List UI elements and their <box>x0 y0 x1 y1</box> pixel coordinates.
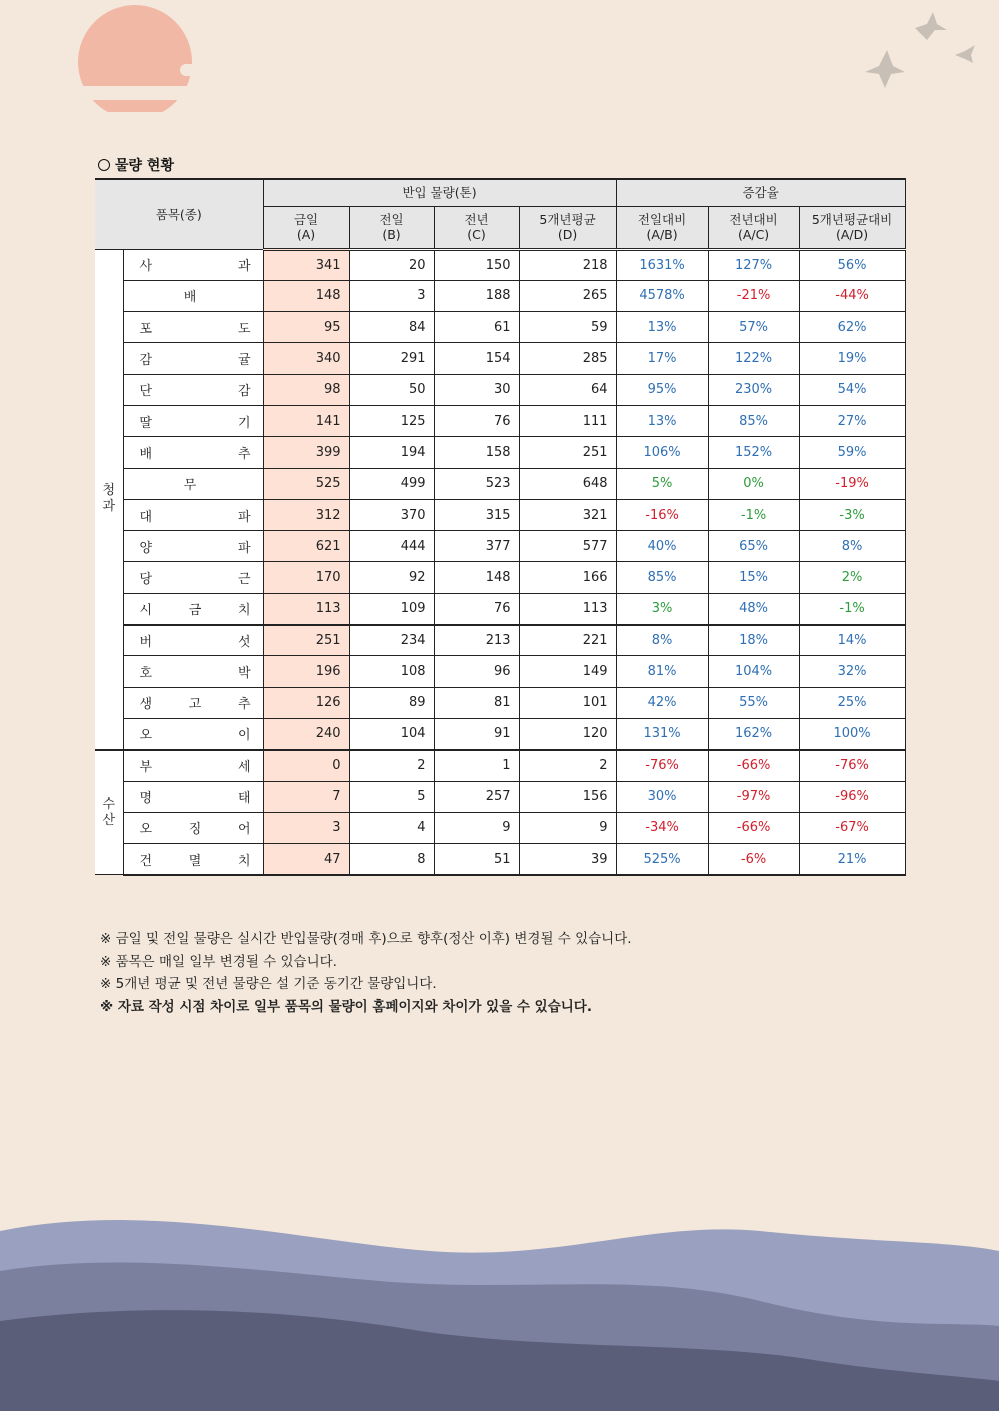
volume-d: 9 <box>519 812 616 843</box>
item-name <box>123 687 263 718</box>
column-header-0 <box>263 206 349 249</box>
volume-d: 149 <box>519 656 616 687</box>
volume-b: 3 <box>349 280 434 311</box>
item-name <box>123 531 263 562</box>
item-name-char: 치 <box>237 603 251 619</box>
item-name-char: 양 <box>139 540 153 556</box>
rate-ac: 127% <box>708 249 799 280</box>
table-row <box>95 750 905 781</box>
volume-d: 39 <box>519 844 616 875</box>
rate-ab: 8% <box>616 625 708 656</box>
rate-ab: 42% <box>616 687 708 718</box>
volume-d: 648 <box>519 468 616 499</box>
column-header-sub: (D) <box>557 227 578 242</box>
item-name-char: 태 <box>237 791 251 807</box>
rate-ad: -96% <box>799 781 905 812</box>
item-name-char: 어 <box>237 822 251 838</box>
item-name-char: 사 <box>139 259 153 275</box>
item-name <box>123 718 263 749</box>
table-row <box>95 844 905 875</box>
rate-ad: -3% <box>799 499 905 530</box>
volume-b: 444 <box>349 531 434 562</box>
item-name-char: 시 <box>139 603 153 619</box>
volume-a: 47 <box>263 844 349 875</box>
item-name <box>123 499 263 530</box>
volume-d: 577 <box>519 531 616 562</box>
volume-b: 2 <box>349 750 434 781</box>
rate-ad: 2% <box>799 562 905 593</box>
volume-a: 525 <box>263 468 349 499</box>
volume-c: 213 <box>434 625 519 656</box>
table-row <box>95 593 905 624</box>
item-name-char: 부 <box>139 760 153 776</box>
item-name <box>123 781 263 812</box>
item-name <box>123 625 263 656</box>
volume-a: 3 <box>263 812 349 843</box>
volume-c: 148 <box>434 562 519 593</box>
item-name-char: 호 <box>139 666 153 681</box>
item-name-char: 버 <box>139 634 153 650</box>
item-name-char: 징 <box>188 822 202 838</box>
volume-d: 218 <box>519 249 616 280</box>
item-name-char: 과 <box>237 259 251 275</box>
category-label: 수산 <box>102 796 116 828</box>
volume-b: 499 <box>349 468 434 499</box>
item-name-char: 귤 <box>237 353 251 369</box>
volume-b: 194 <box>349 437 434 468</box>
volume-b: 4 <box>349 812 434 843</box>
rate-ad: 100% <box>799 718 905 749</box>
table-row <box>95 687 905 718</box>
volume-d: 111 <box>519 405 616 436</box>
rate-ab: 85% <box>616 562 708 593</box>
rate-ad: 56% <box>799 249 905 280</box>
rate-ac: 55% <box>708 687 799 718</box>
item-name-char: 당 <box>139 572 153 588</box>
item-name-char: 딸 <box>139 415 153 431</box>
rate-ac: -21% <box>708 280 799 311</box>
volume-b: 291 <box>349 343 434 374</box>
table-row <box>95 249 905 280</box>
volume-d: 156 <box>519 781 616 812</box>
volume-c: 154 <box>434 343 519 374</box>
item-name <box>123 812 263 843</box>
volume-a: 251 <box>263 625 349 656</box>
note-3: ※ 5개년 평균 및 전년 물량은 설 기준 동기간 물량입니다. <box>100 976 437 992</box>
item-name-char: 배 <box>139 446 153 462</box>
rate-ad: 32% <box>799 656 905 687</box>
volume-c: 523 <box>434 468 519 499</box>
rate-ad: 27% <box>799 405 905 436</box>
category-label: 청과 <box>102 483 116 515</box>
volume-c: 377 <box>434 531 519 562</box>
item-name-char: 추 <box>237 697 251 713</box>
item-name-char: 파 <box>237 540 251 556</box>
rate-ab: 525% <box>616 844 708 875</box>
item-name-char: 단 <box>139 384 153 400</box>
volume-b: 8 <box>349 844 434 875</box>
mountain-hills-decoration <box>0 1211 999 1411</box>
rate-ab: -16% <box>616 499 708 530</box>
item-name-char: 섯 <box>237 634 251 650</box>
item-name-char: 감 <box>237 384 251 400</box>
volume-d: 120 <box>519 718 616 749</box>
item-name-char: 추 <box>237 446 251 462</box>
column-header-sub: (A/B) <box>646 227 678 242</box>
volume-a: 621 <box>263 531 349 562</box>
item-name-char: 이 <box>237 728 251 744</box>
note-4: ※ 자료 작성 시점 차이로 일부 품목의 물량이 홈페이지와 차이가 있을 수 있습니다. <box>100 998 592 1015</box>
rate-ab: 106% <box>616 437 708 468</box>
volume-d: 221 <box>519 625 616 656</box>
item-name-char: 대 <box>139 509 153 525</box>
rate-ac: 152% <box>708 437 799 468</box>
rate-ad: 8% <box>799 531 905 562</box>
column-header-sub: (A/C) <box>737 227 770 242</box>
rate-ad: -19% <box>799 468 905 499</box>
column-header-2 <box>434 206 519 249</box>
item-name <box>123 405 263 436</box>
rate-ac: -66% <box>708 750 799 781</box>
category-seafood <box>95 750 123 875</box>
table-row <box>95 312 905 343</box>
item-name-char: 박 <box>237 666 251 681</box>
table-row <box>95 562 905 593</box>
volume-a: 141 <box>263 405 349 436</box>
volume-c: 96 <box>434 656 519 687</box>
volume-b: 108 <box>349 656 434 687</box>
rate-ac: -66% <box>708 812 799 843</box>
item-name <box>123 593 263 624</box>
birds-decoration <box>0 0 999 110</box>
rate-ad: 21% <box>799 844 905 875</box>
volume-table <box>95 178 906 876</box>
volume-a: 196 <box>263 656 349 687</box>
volume-d: 166 <box>519 562 616 593</box>
column-header-label: 5개년평균 <box>539 212 596 227</box>
volume-d: 285 <box>519 343 616 374</box>
rate-ac: 48% <box>708 593 799 624</box>
column-header-3 <box>519 206 616 249</box>
item-name-char: 생 <box>139 697 153 713</box>
volume-a: 170 <box>263 562 349 593</box>
rate-ad: 54% <box>799 374 905 405</box>
column-header-sub: (A/D) <box>835 227 869 242</box>
volume-d: 113 <box>519 593 616 624</box>
volume-d: 251 <box>519 437 616 468</box>
table-row <box>95 343 905 374</box>
item-name <box>123 374 263 405</box>
volume-b: 89 <box>349 687 434 718</box>
volume-c: 91 <box>434 718 519 749</box>
rate-ac: 15% <box>708 562 799 593</box>
rate-ab: 131% <box>616 718 708 749</box>
rate-ad: 62% <box>799 312 905 343</box>
volume-c: 1 <box>434 750 519 781</box>
table-row <box>95 718 905 749</box>
rate-group-header: 증감율 <box>616 179 905 206</box>
column-header-sub: (C) <box>467 227 486 242</box>
volume-c: 61 <box>434 312 519 343</box>
rate-ac: -1% <box>708 499 799 530</box>
table-row <box>95 781 905 812</box>
table-row <box>95 499 905 530</box>
rate-ac: -6% <box>708 844 799 875</box>
item-name-char: 포 <box>139 321 153 337</box>
volume-c: 51 <box>434 844 519 875</box>
item-name-char: 세 <box>237 760 251 776</box>
column-header-sub: (B) <box>382 227 401 242</box>
volume-c: 81 <box>434 687 519 718</box>
item-name <box>123 750 263 781</box>
table-row <box>95 468 905 499</box>
item-name-char: 치 <box>237 853 251 869</box>
rate-ad: 14% <box>799 625 905 656</box>
rate-ac: 104% <box>708 656 799 687</box>
volume-a: 240 <box>263 718 349 749</box>
table-row <box>95 531 905 562</box>
volume-c: 30 <box>434 374 519 405</box>
rate-ad: -76% <box>799 750 905 781</box>
item-name-char: 고 <box>188 697 202 713</box>
volume-d: 2 <box>519 750 616 781</box>
volume-b: 370 <box>349 499 434 530</box>
rate-ac: 57% <box>708 312 799 343</box>
volume-b: 109 <box>349 593 434 624</box>
item-name <box>123 844 263 875</box>
item-name <box>123 249 263 280</box>
volume-c: 76 <box>434 593 519 624</box>
volume-a: 95 <box>263 312 349 343</box>
rate-ab: 17% <box>616 343 708 374</box>
item-header: 품목(종) <box>95 179 263 249</box>
volume-a: 399 <box>263 437 349 468</box>
table-row <box>95 656 905 687</box>
rate-ac: 0% <box>708 468 799 499</box>
rate-ad: -44% <box>799 280 905 311</box>
rate-ab: -34% <box>616 812 708 843</box>
item-name-char: 명 <box>139 791 153 807</box>
volume-a: 113 <box>263 593 349 624</box>
volume-d: 265 <box>519 280 616 311</box>
rate-ac: -97% <box>708 781 799 812</box>
column-header-label: 전년 <box>464 212 489 227</box>
rate-ad: 25% <box>799 687 905 718</box>
volume-b: 84 <box>349 312 434 343</box>
rate-ab: 1631% <box>616 249 708 280</box>
volume-c: 158 <box>434 437 519 468</box>
circle-bullet-icon <box>98 159 110 171</box>
rate-ab: 13% <box>616 405 708 436</box>
volume-a: 341 <box>263 249 349 280</box>
note-1: ※ 금일 및 전일 물량은 실시간 반입물량(경매 후)으로 향후(정산 이후) 변경될 수 있습니다. <box>100 931 632 947</box>
volume-a: 0 <box>263 750 349 781</box>
item-name <box>123 656 263 687</box>
volume-c: 257 <box>434 781 519 812</box>
section-title-text: 물량 현황 <box>115 158 174 174</box>
rate-ab: 3% <box>616 593 708 624</box>
column-header-4 <box>616 206 708 249</box>
item-name-char: 감 <box>139 353 153 369</box>
rate-ac: 230% <box>708 374 799 405</box>
volume-b: 234 <box>349 625 434 656</box>
volume-a: 98 <box>263 374 349 405</box>
column-header-sub: (A) <box>296 227 316 242</box>
rate-ab: 30% <box>616 781 708 812</box>
item-name-char: 기 <box>237 415 251 431</box>
volume-c: 9 <box>434 812 519 843</box>
notes <box>100 928 632 1018</box>
table-row <box>95 280 905 311</box>
column-header-label: 전일 <box>379 212 404 227</box>
rate-ab: 81% <box>616 656 708 687</box>
rate-ad: 19% <box>799 343 905 374</box>
item-name-char: 도 <box>237 321 251 337</box>
column-header-1 <box>349 206 434 249</box>
volume-c: 150 <box>434 249 519 280</box>
volume-a: 126 <box>263 687 349 718</box>
rate-ad: -1% <box>799 593 905 624</box>
item-name <box>123 280 263 311</box>
volume-a: 340 <box>263 343 349 374</box>
note-2: ※ 품목은 매일 일부 변경될 수 있습니다. <box>100 953 337 970</box>
rate-ab: 95% <box>616 374 708 405</box>
column-header-6 <box>799 206 905 249</box>
rate-ab: 40% <box>616 531 708 562</box>
table-row <box>95 374 905 405</box>
rate-ab: 4578% <box>616 280 708 311</box>
volume-b: 50 <box>349 374 434 405</box>
rate-ac: 18% <box>708 625 799 656</box>
volume-d: 59 <box>519 312 616 343</box>
volume-b: 5 <box>349 781 434 812</box>
item-name <box>123 312 263 343</box>
column-header-5 <box>708 206 799 249</box>
item-name <box>123 343 263 374</box>
item-name-char: 금 <box>188 603 202 619</box>
table-row <box>95 625 905 656</box>
volume-b: 20 <box>349 249 434 280</box>
item-name-char: 멸 <box>188 853 202 869</box>
volume-b: 104 <box>349 718 434 749</box>
volume-c: 76 <box>434 405 519 436</box>
section-title <box>98 155 174 175</box>
volume-a: 312 <box>263 499 349 530</box>
volume-a: 7 <box>263 781 349 812</box>
rate-ab: 5% <box>616 468 708 499</box>
volume-b: 92 <box>349 562 434 593</box>
volume-c: 315 <box>434 499 519 530</box>
item-name-char: 파 <box>237 509 251 525</box>
category-fruit-veg <box>95 249 123 750</box>
item-name <box>123 468 263 499</box>
column-header-label: 전일대비 <box>637 212 687 227</box>
item-name-char: 근 <box>237 572 251 588</box>
volume-c: 188 <box>434 280 519 311</box>
item-name-char: 오 <box>139 822 153 838</box>
rate-ac: 65% <box>708 531 799 562</box>
volume-b: 125 <box>349 405 434 436</box>
rate-ac: 122% <box>708 343 799 374</box>
item-name-char: 무 <box>183 478 197 494</box>
item-name <box>123 562 263 593</box>
volume-group-header: 반입 물량(톤) <box>263 179 616 206</box>
rate-ab: -76% <box>616 750 708 781</box>
item-name-char: 배 <box>183 290 197 306</box>
column-header-label: 5개년평균대비 <box>811 212 893 227</box>
volume-d: 101 <box>519 687 616 718</box>
item-name-char: 오 <box>139 728 153 744</box>
rate-ac: 162% <box>708 718 799 749</box>
item-name-char: 건 <box>139 853 153 869</box>
volume-d: 321 <box>519 499 616 530</box>
column-header-label: 금일 <box>293 212 319 227</box>
column-header-label: 전년대비 <box>729 212 778 227</box>
table-row <box>95 405 905 436</box>
item-name <box>123 437 263 468</box>
table-row <box>95 812 905 843</box>
rate-ac: 85% <box>708 405 799 436</box>
rate-ad: 59% <box>799 437 905 468</box>
volume-a: 148 <box>263 280 349 311</box>
volume-d: 64 <box>519 374 616 405</box>
rate-ab: 13% <box>616 312 708 343</box>
table-row <box>95 437 905 468</box>
rate-ad: -67% <box>799 812 905 843</box>
